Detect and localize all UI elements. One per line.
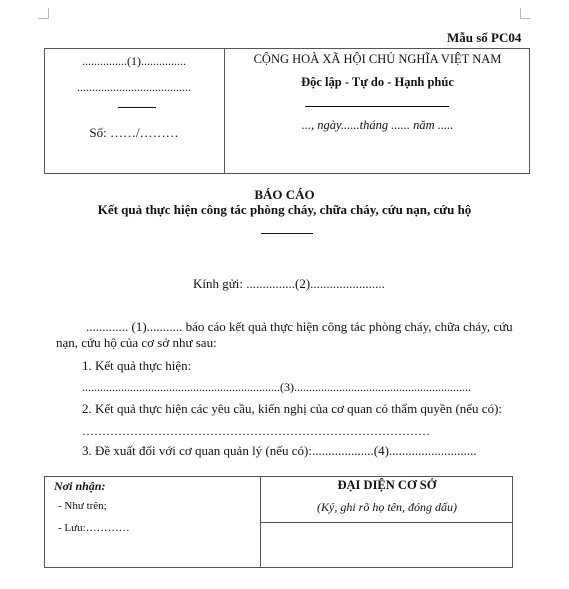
place-date: ..., ngày......tháng ...... năm ..... bbox=[301, 118, 454, 132]
recipient-line: Kính gửi: ...............(2)....................... bbox=[193, 276, 385, 291]
item-3-label: 3. Đề xuất đối với cơ quan quản lý (nếu có):...................(4)........................... bbox=[82, 443, 477, 458]
title-underline bbox=[261, 233, 313, 234]
signature-instruction: (Ký, ghi rõ họ tên, đóng dấu) bbox=[317, 500, 457, 514]
issuing-agency: ...............(1)............... bbox=[82, 54, 186, 68]
intro-line-1: ............. (1)........... báo cáo kết quả thực hiện công tác phòng cháy, chữa cháy, cứu bbox=[86, 319, 513, 334]
country-name: CỘNG HOÀ XÃ HỘI CHỦ NGHĨA VIỆT NAM bbox=[253, 52, 502, 66]
item-2-label: 2. Kết quả thực hiện các yêu cầu, kiến nghị của cơ quan có thẩm quyền (nếu có): bbox=[82, 401, 503, 416]
corner-mark-top-left bbox=[38, 8, 49, 19]
representative-title: ĐẠI DIỆN CƠ SỞ bbox=[337, 478, 437, 492]
motto-underline bbox=[305, 106, 449, 107]
report-subtitle: Kết quả thực hiện công tác phòng cháy, chữa cháy, cứu nạn, cứu hộ bbox=[97, 202, 472, 217]
form-code: Mẫu số PC04 bbox=[447, 30, 522, 45]
item-2-fill: …………………………………………………………………………… bbox=[82, 424, 430, 438]
item-1-label: 1. Kết quả thực hiện: bbox=[82, 358, 192, 373]
recipient-item-1: - Như trên; bbox=[58, 500, 107, 512]
intro-line-2: nạn, cứu hộ của cơ sở như sau: bbox=[56, 335, 217, 350]
national-motto: Độc lập - Tự do - Hạnh phúc bbox=[301, 75, 454, 89]
document-number: Số: ……/……… bbox=[89, 125, 179, 140]
item-1-fill: ..................................................................(3)........................................................... bbox=[82, 380, 471, 394]
signature-table-row-divider bbox=[260, 522, 513, 523]
corner-mark-top-right bbox=[520, 8, 531, 19]
issuing-agency-underline bbox=[118, 107, 156, 108]
report-title: BÁO CÁO bbox=[254, 187, 315, 202]
recipient-item-2: - Lưu:………… bbox=[58, 522, 130, 534]
recipients-title: Nơi nhận: bbox=[54, 479, 106, 493]
issuing-agency-line2: ...................................... bbox=[77, 80, 191, 94]
